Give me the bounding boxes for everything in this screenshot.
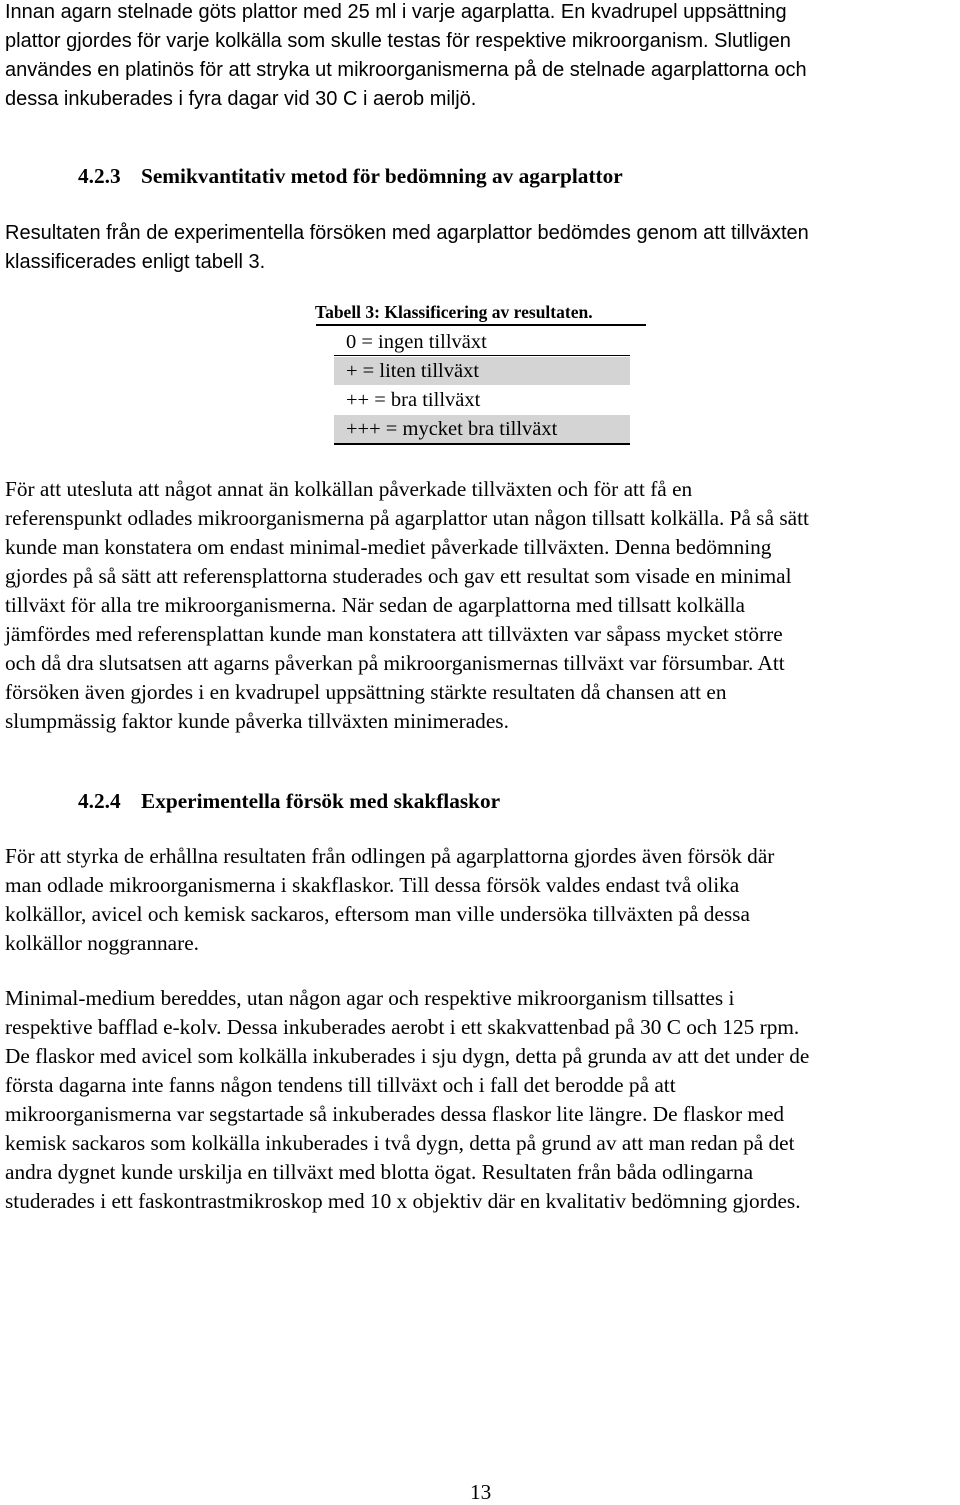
s424-p2-line-2: respektive bafflad e-kolv. Dessa inkuberades aerobt i ett skakvattenbad på 30 C och 125 rpm.	[5, 1015, 800, 1039]
intro-line-1: Innan agarn stelnade göts plattor med 25 ml i varje agarplatta. En kvadrupel uppsättning	[5, 1, 787, 23]
s423-p2-line-1: För att utesluta att något annat än kolkällan påverkade tillväxten och för att få en	[5, 477, 693, 501]
table-row: + = liten tillväxt	[334, 357, 630, 385]
intro-line-2: plattor gjordes för varje kolkälla som skulle testas för respektive mikroorganism. Slutligen	[5, 30, 791, 52]
s424-p1-line-1: För att styrka de erhållna resultaten från odlingen på agarplattorna gjordes även försök där	[5, 844, 775, 868]
s424-p2-line-6: kemisk sackaros som kolkälla inkuberades i två dygn, detta på grund av att man redan på det	[5, 1131, 795, 1155]
s423-p2-line-3: kunde man konstatera om endast minimal-mediet påverkade tillväxten. Denna bedömning	[5, 535, 772, 559]
s423-p2-line-8: försöken även gjordes i en kvadrupel uppsättning stärkte resultaten då chansen att en	[5, 680, 727, 704]
table-row: 0 = ingen tillväxt	[346, 331, 487, 353]
s423-p1-line-2: klassificerades enligt tabell 3.	[5, 251, 266, 273]
section-number-424: 4.2.4	[78, 789, 121, 813]
s424-p2-line-7: andra dygnet kunde urskilja en tillväxt med blotta ögat. Resultaten från båda odlingarna	[5, 1160, 754, 1184]
section-number-423: 4.2.3	[78, 164, 121, 188]
table-row: ++ = bra tillväxt	[346, 389, 481, 411]
s423-p1-line-1: Resultaten från de experimentella försöken med agarplattor bedömdes genom att tillväxten	[5, 222, 809, 244]
s423-p2-line-7: och då dra slutsatsen att agarns påverkan på mikroorganismernas tillväxt var försumbar. Att	[5, 651, 785, 675]
table-row: +++ = mycket bra tillväxt	[334, 415, 630, 443]
s424-p2-line-1: Minimal-medium bereddes, utan någon agar och respektive mikroorganism tillsattes i	[5, 986, 735, 1010]
section-title-423: Semikvantitativ metod för bedömning av agarplattor	[141, 164, 623, 188]
intro-line-3: användes en platinös för att stryka ut mikroorganismerna på de stelnade agarplattorna och	[5, 59, 807, 81]
s424-p1-line-4: kolkällor noggrannare.	[5, 931, 199, 955]
s423-p2-line-2: referenspunkt odlades mikroorganismerna på agarplattor utan någon tillsatt kolkälla. På så sätt	[5, 506, 809, 530]
s424-p1-line-3: kolkällor, avicel och kemisk sackaros, eftersom man ville undersöka tillväxten på dessa	[5, 902, 750, 926]
table-bottom-rule	[334, 443, 630, 445]
s423-p2-line-6: jämfördes med referensplattan kunde man konstatera att tillväxten var såpass mycket större	[5, 622, 783, 646]
table-top-rule	[316, 324, 646, 326]
s423-p2-line-9: slumpmässig faktor kunde påverka tillväxten minimerades.	[5, 709, 509, 733]
s423-p2-line-5: tillväxt för alla tre mikroorganismerna. När sedan de agarplattorna med tillsatt kolkälla	[5, 593, 746, 617]
s424-p1-line-2: man odlade mikroorganismerna i skakflaskor. Till dessa försök valdes endast två olika	[5, 873, 740, 897]
s424-p2-line-4: första dagarna inte fanns någon tendens till tillväxt och i fall det berodde på att	[5, 1073, 676, 1097]
table-caption: Tabell 3: Klassificering av resultaten.	[315, 302, 593, 322]
section-title-424: Experimentella försök med skakflaskor	[141, 789, 501, 813]
s424-p2-line-3: De flaskor med avicel som kolkälla inkuberades i sju dygn, detta på grunda av att det under de	[5, 1044, 810, 1068]
page-number: 13	[470, 1480, 492, 1504]
table-row-divider	[334, 355, 630, 356]
s423-p2-line-4: gjordes på så sätt att referensplattorna studerades och gav ett resultat som visade en minimal	[5, 564, 792, 588]
intro-line-4: dessa inkuberades i fyra dagar vid 30 C i aerob miljö.	[5, 88, 477, 110]
s424-p2-line-8: studerades i ett faskontrastmikroskop med 10 x objektiv där en kvalitativ bedömning gjordes.	[5, 1189, 801, 1213]
s424-p2-line-5: mikroorganismerna var segstartade så inkuberades dessa flaskor lite längre. De flaskor med	[5, 1102, 785, 1126]
